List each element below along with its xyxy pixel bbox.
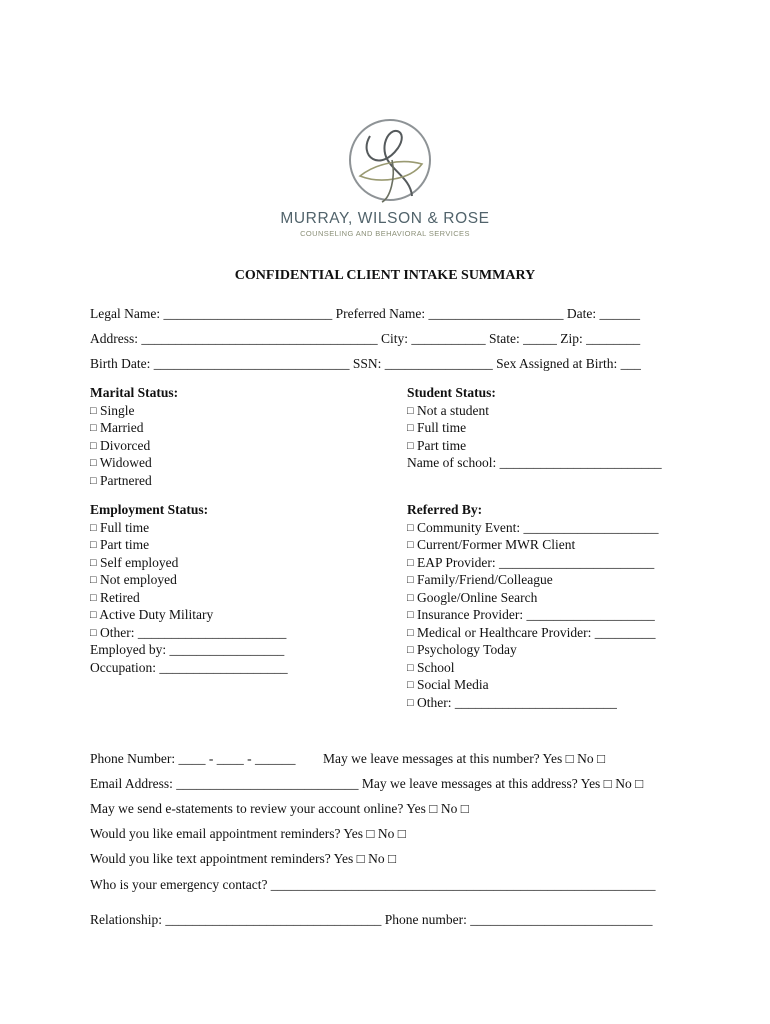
- student-status-heading: Student Status:: [407, 385, 496, 400]
- checkbox[interactable]: □: [407, 521, 414, 534]
- company-logo: [270, 118, 500, 243]
- email-line[interactable]: Email Address: ___________________________ May we leave messages at this address? Yes □ No □: [90, 776, 644, 791]
- form-title: CONFIDENTIAL CLIENT INTAKE SUMMARY: [234, 268, 536, 283]
- student-status-section: [407, 384, 662, 472]
- relationship-line[interactable]: Relationship: ________________________________ Phone number: ___________________________: [90, 912, 653, 927]
- employment-status-section: [90, 501, 288, 676]
- checkbox[interactable]: □: [90, 609, 97, 621]
- marital-status-heading: Marital Status:: [90, 385, 179, 400]
- checkbox[interactable]: □: [407, 404, 414, 417]
- checkbox[interactable]: □: [90, 626, 97, 639]
- employment-option[interactable]: □ Active Duty Military: [90, 607, 214, 622]
- checkbox[interactable]: □: [407, 661, 414, 674]
- estatements-question[interactable]: May we send e-statements to review your account online? Yes □ No □: [90, 801, 469, 816]
- address-line[interactable]: Address: ___________________________________ City: ___________ State: _____ Zip: ________: [90, 331, 641, 346]
- logo-swirl-icon: [340, 118, 435, 208]
- referral-option[interactable]: □ Community Event: ____________________: [407, 519, 659, 535]
- checkbox[interactable]: □: [407, 679, 414, 691]
- phone-messages-question[interactable]: May we leave messages at this number? Yes □ No □: [323, 751, 606, 766]
- employment-option[interactable]: □ Part time: [90, 537, 150, 552]
- referral-option[interactable]: □ Current/Former MWR Client: [407, 537, 576, 552]
- email-reminders-question[interactable]: Would you like email appointment reminders? Yes □ No □: [90, 826, 406, 841]
- student-option-full-time[interactable]: □ Full time: [407, 420, 467, 435]
- employment-status-heading: Employment Status:: [90, 502, 209, 517]
- referred-by-section: [407, 501, 659, 711]
- referral-option[interactable]: □ School: [407, 659, 455, 675]
- checkbox[interactable]: □: [407, 539, 414, 551]
- checkbox[interactable]: □: [90, 422, 97, 434]
- emergency-contact-field[interactable]: Who is your emergency contact? _________________________________________________________: [90, 877, 656, 892]
- marital-option-divorced[interactable]: □ Divorced: [90, 437, 151, 453]
- employment-option[interactable]: □ Retired: [90, 589, 140, 605]
- employment-option-other[interactable]: □ Other: ______________________: [90, 624, 287, 640]
- referral-option[interactable]: □ Family/Friend/Colleague: [407, 572, 553, 587]
- name-line[interactable]: Legal Name: _________________________ Preferred Name: ____________________ Date: ______: [90, 306, 641, 321]
- marital-option-single[interactable]: □ Single: [90, 402, 135, 418]
- birth-line[interactable]: Birth Date: _____________________________ SSN: ________________ Sex Assigned at Birth: ___: [90, 356, 641, 371]
- checkbox[interactable]: □: [407, 609, 414, 621]
- text-reminders-question[interactable]: Would you like text appointment reminders? Yes □ No □: [90, 851, 397, 866]
- referral-option[interactable]: □ Google/Online Search: [407, 589, 538, 605]
- company-name: MURRAY, WILSON & ROSE: [280, 210, 490, 227]
- marital-option-partnered[interactable]: □ Partnered: [90, 472, 152, 488]
- marital-status-section: [90, 384, 178, 489]
- checkbox[interactable]: □: [407, 574, 414, 586]
- occupation-field[interactable]: Occupation: ___________________: [90, 659, 288, 675]
- student-option-part-time[interactable]: □ Part time: [407, 437, 467, 453]
- checkbox[interactable]: □: [407, 422, 414, 434]
- referral-option[interactable]: □ Medical or Healthcare Provider: _________: [407, 624, 656, 640]
- employed-by-field[interactable]: Employed by: _________________: [90, 642, 285, 657]
- checkbox[interactable]: □: [90, 474, 97, 487]
- checkbox[interactable]: □: [90, 539, 97, 551]
- marital-option-widowed[interactable]: □ Widowed: [90, 455, 152, 470]
- marital-option-married[interactable]: □ Married: [90, 420, 144, 435]
- checkbox[interactable]: □: [407, 591, 414, 604]
- checkbox[interactable]: □: [407, 626, 414, 639]
- school-name-field[interactable]: Name of school: ________________________: [407, 455, 662, 470]
- referral-option[interactable]: □ EAP Provider: _______________________: [407, 554, 655, 570]
- student-option-not-student[interactable]: □ Not a student: [407, 402, 490, 418]
- checkbox[interactable]: □: [407, 556, 414, 569]
- employment-option[interactable]: □ Full time: [90, 519, 150, 535]
- company-subtitle: COUNSELING AND BEHAVIORAL SERVICES: [300, 229, 470, 238]
- checkbox[interactable]: □: [90, 574, 97, 586]
- checkbox[interactable]: □: [90, 439, 97, 452]
- referral-option-other[interactable]: □ Other: ________________________: [407, 694, 617, 710]
- checkbox[interactable]: □: [90, 457, 97, 469]
- checkbox[interactable]: □: [90, 404, 97, 417]
- referred-by-heading: Referred By:: [407, 502, 483, 517]
- referral-option[interactable]: □ Social Media: [407, 677, 489, 692]
- checkbox[interactable]: □: [407, 439, 414, 452]
- checkbox[interactable]: □: [90, 556, 97, 569]
- employment-option[interactable]: □ Not employed: [90, 572, 177, 587]
- referral-option[interactable]: □ Psychology Today: [407, 642, 517, 657]
- checkbox[interactable]: □: [407, 696, 414, 709]
- employment-option[interactable]: □ Self employed: [90, 554, 179, 570]
- checkbox[interactable]: □: [90, 521, 97, 534]
- phone-number-field[interactable]: Phone Number: ____ - ____ - ______: [90, 751, 296, 766]
- referral-option[interactable]: □ Insurance Provider: ___________________: [407, 607, 655, 622]
- checkbox[interactable]: □: [90, 591, 97, 604]
- checkbox[interactable]: □: [407, 644, 414, 656]
